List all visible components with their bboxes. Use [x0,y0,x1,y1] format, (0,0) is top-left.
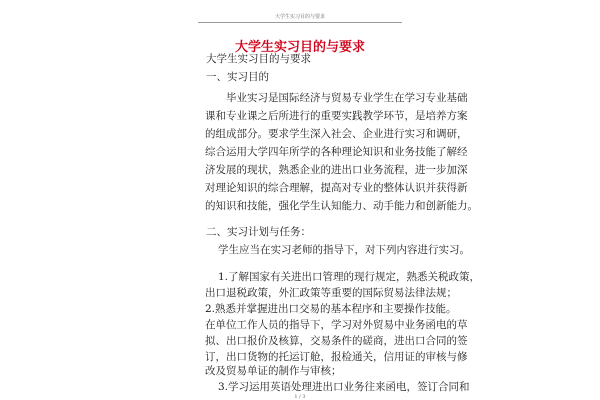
section-heading-plan: 二、实习计划与任务： [206,226,311,238]
paragraph-line: 毕业实习是国际经济与贸易专业学生在学习专业基础 [226,92,468,104]
subtitle-line: 大学生实习目的与要求 [206,53,311,65]
paragraph-line: 的知识和技能，强化学生认知能力、动手能力和创新能力。 [205,200,478,212]
page-number: 1 / 3 [294,394,306,400]
list-item-continuation: 拟、出口报价及核算，交易条件的磋商，进出口合同的签 [205,335,468,347]
list-item-continuation: 出口退税政策，外汇政策等重要的国际贸易法律法规； [205,287,457,299]
paragraph-line: 学生应当在实习老师的指导下，对下列内容进行实习。 [218,244,470,256]
list-item-continuation: 订，出口货物的托运订舱，报检通关，信用证的审核与修 [205,351,468,363]
paragraph-line: 的组成部分。要求学生深入社会、企业进行实习和调研， [205,128,468,140]
list-item: 3.学习运用英语处理进出口业务往来函电，签订合同和 [218,381,470,393]
list-item-continuation: 在单位工作人员的指导下，学习对外贸易中业务函电的草 [205,319,468,331]
paragraph-line: 综合运用大学四年所学的各种理论知识和业务技能了解经 [205,146,468,158]
list-item: 1.了解国家有关进出口管理的现行规定，熟悉关税政策， [218,271,481,283]
list-item: 2.熟悉并掌握进出口交易的基本程序和主要操作技能。 [205,303,457,315]
paragraph-line: 济发展的现状，熟悉企业的进出口业务流程，进一步加深 [205,164,468,176]
paragraph-line: 对理论知识的综合理解，提高对专业的整体认识并获得新 [205,182,468,194]
running-header: 大学生实习目的与要求 [274,14,325,20]
header-divider [198,22,402,23]
list-item-continuation: 改及贸易单证的制作与审核； [205,365,342,377]
document-title: 大学生实习目的与要求 [234,40,365,55]
paragraph-line: 课和专业课之后所进行的重要实践教学环节，是培养方案 [205,110,468,122]
section-heading-purpose: 一、实习目的 [206,71,269,83]
